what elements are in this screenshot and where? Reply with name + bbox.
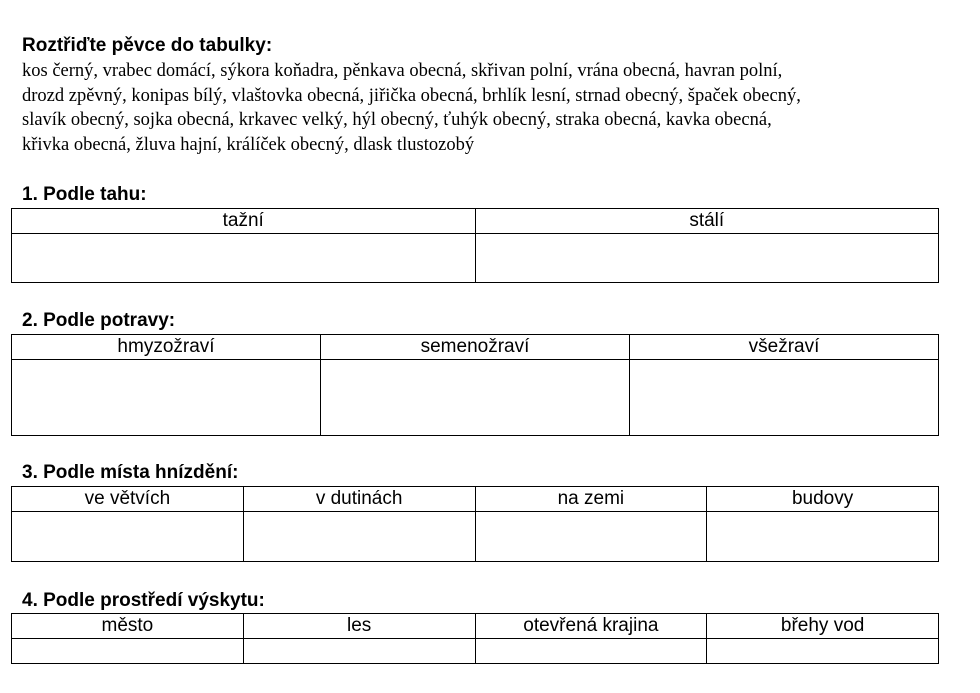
answer-cell[interactable] [475,512,707,562]
answer-cell[interactable] [707,639,939,664]
answer-cell[interactable] [12,234,476,283]
page-title: Roztřiďte pěvce do tabulky: [22,35,273,56]
column-header: na zemi [475,487,707,512]
bird-list [22,59,962,157]
section-heading-nesting: 3. Podle místa hnízdění: [22,462,239,483]
answer-cell[interactable] [12,512,244,562]
column-header: otevřená krajina [475,614,707,639]
answer-cell[interactable] [243,639,475,664]
table-migration [11,208,939,283]
section-heading-diet: 2. Podle potravy: [22,310,176,331]
answer-cell[interactable] [475,234,939,283]
answer-cell[interactable] [12,639,244,664]
answer-cell[interactable] [707,512,939,562]
column-header: les [243,614,475,639]
bird-list-line: kos černý, vrabec domácí, sýkora koňadra, pěnkava obecná, skřivan polní, vrána obecná, havran polní, [22,61,783,81]
column-header: stálí [475,209,939,234]
answer-cell[interactable] [321,360,630,436]
column-header: semenožraví [321,335,630,360]
column-header: město [12,614,244,639]
table-diet [11,334,939,436]
table-nesting [11,486,939,562]
column-header: hmyzožraví [12,335,321,360]
column-header: v dutinách [243,487,475,512]
column-header: budovy [707,487,939,512]
answer-cell[interactable] [243,512,475,562]
column-header: tažní [12,209,476,234]
answer-cell[interactable] [475,639,707,664]
bird-list-line: slavík obecný, sojka obecná, krkavec velký, hýl obecný, ťuhýk obecný, straka obecná, kavka obecná, [22,110,772,130]
table-habitat [11,613,939,664]
answer-cell[interactable] [12,360,321,436]
bird-list-line: drozd zpěvný, konipas bílý, vlaštovka obecná, jiřička obecná, brhlík lesní, strnad obecný, špaček obecný, [22,85,801,106]
column-header: všežraví [630,335,939,360]
section-heading-habitat: 4. Podle prostředí výskytu: [22,590,265,611]
column-header: ve větvích [12,487,244,512]
section-heading-migration: 1. Podle tahu: [22,184,147,205]
bird-list-line: křivka obecná, žluva hajní, králíček obecný, dlask tlustozobý [22,134,475,155]
column-header: břehy vod [707,614,939,639]
answer-cell[interactable] [630,360,939,436]
